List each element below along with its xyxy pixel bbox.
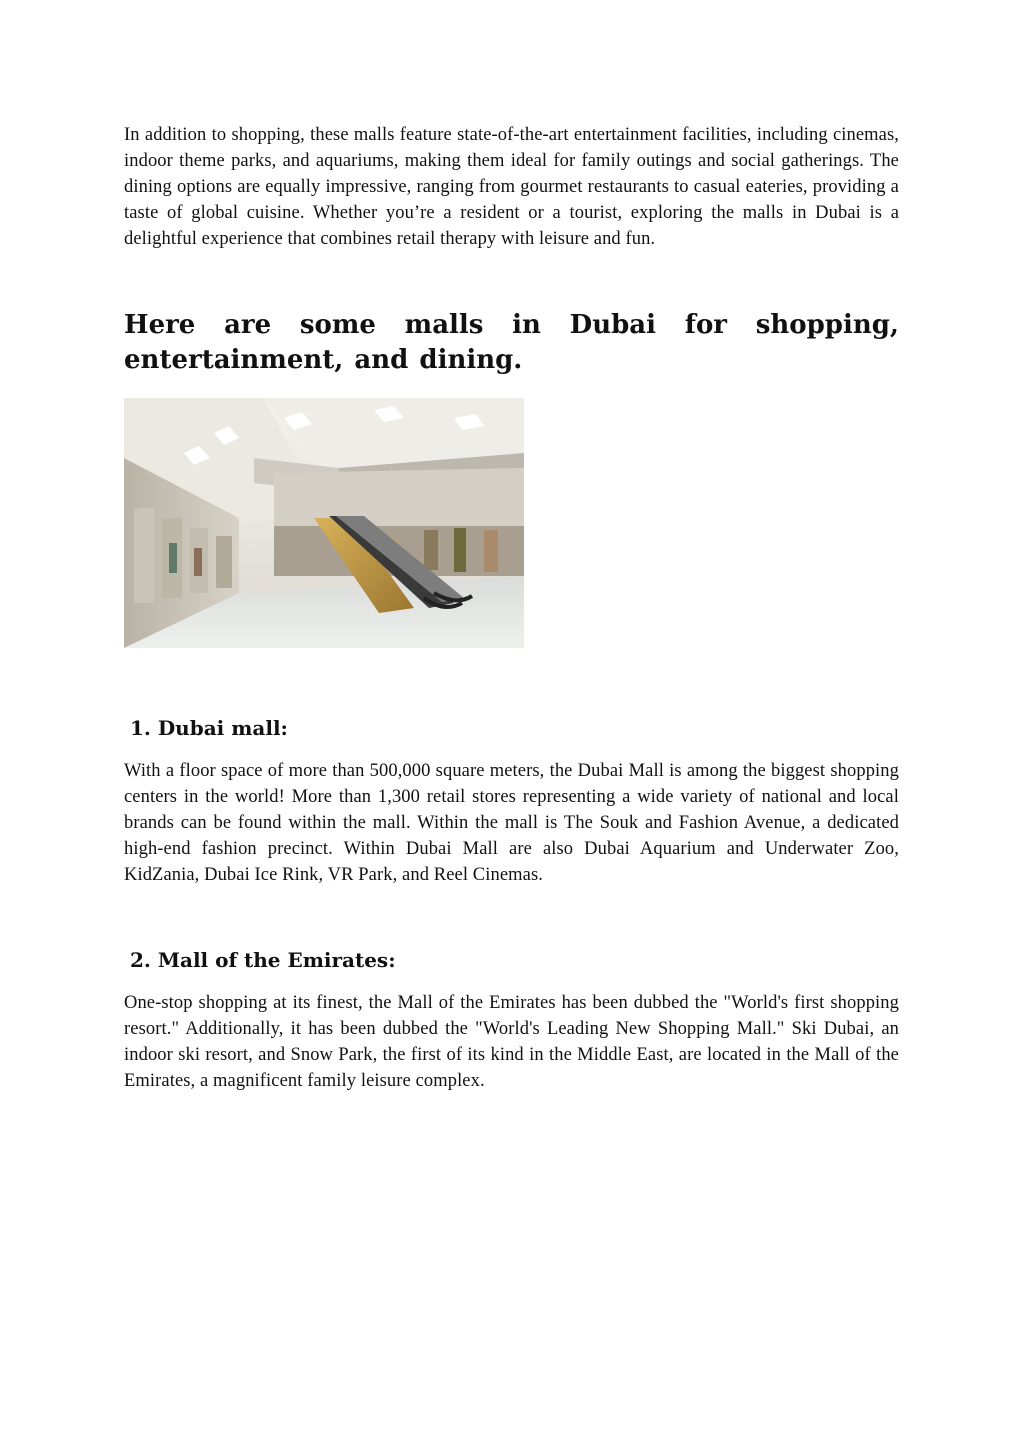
page-heading: Here are some malls in Dubai for shopping, entertainment, and dining.: [124, 310, 899, 375]
document-page: [124, 122, 899, 1094]
section-body-mall-of-the-emirates: One-stop shopping at its finest, the Mall of the Emirates has been dubbed the "World's first shopping resort." Additionally, it has been dubbed the "World's Leading New Shopping Mall." Ski Dubai, an indoor ski resort, and Snow Park, the first of its kind in the Middle East, are located in the Mall of the Emirates, a magnificent family leisure complex.: [124, 993, 899, 1091]
section-title-dubai-mall: 1. Dubai mall:: [130, 716, 288, 740]
section-body-dubai-mall: With a floor space of more than 500,000 square meters, the Dubai Mall is among the biggest shopping centers in the world! More than 1,300 retail stores representing a wide variety of national and local brands can be found within the mall. Within the mall is The Souk and Fashion Avenue, a dedicated high-end fashion precinct. Within Dubai Mall are also Dubai Aquarium and Underwater Zoo, KidZania, Dubai Ice Rink, VR Park, and Reel Cinemas.: [124, 761, 899, 885]
mall-interior-image: [124, 398, 524, 648]
section-title-mall-of-the-emirates: 2. Mall of the Emirates:: [130, 948, 396, 972]
intro-paragraph: In addition to shopping, these malls feature state-of-the-art entertainment facilities, including cinemas, indoor theme parks, and aquariums, making them ideal for family outings and social gatherings. The dining options are equally impressive, ranging from gourmet restaurants to casual eateries, providing a taste of global cuisine. Whether you’re a resident or a tourist, exploring the malls in Dubai is a delightful experience that combines retail therapy with leisure and fun.: [124, 125, 899, 249]
